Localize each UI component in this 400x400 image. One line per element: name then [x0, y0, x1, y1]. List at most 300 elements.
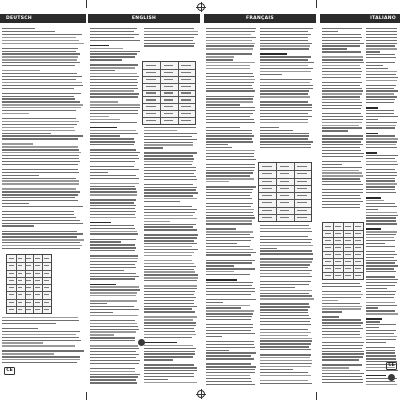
table-cell — [355, 268, 361, 269]
table-row-divider — [143, 76, 195, 77]
table-cell — [9, 265, 14, 266]
text-line — [322, 105, 362, 106]
text-line — [260, 144, 311, 145]
text-line — [2, 28, 35, 29]
language-header-text: FRANÇAIS — [246, 16, 274, 21]
table-cell — [345, 247, 351, 248]
text-line — [90, 331, 136, 332]
text-line — [90, 286, 139, 287]
table-cell — [18, 273, 23, 274]
text-line — [144, 179, 197, 180]
text-line — [322, 348, 362, 349]
ce-mark: CE — [386, 362, 397, 370]
text-line — [206, 240, 251, 241]
text-line — [366, 370, 398, 371]
text-line — [260, 287, 295, 288]
text-line — [2, 76, 82, 77]
text-line — [144, 45, 194, 46]
text-line — [90, 144, 134, 145]
text-line — [366, 85, 396, 86]
table-cell — [355, 275, 361, 276]
text-line — [322, 316, 339, 317]
text-line — [322, 303, 360, 304]
text-line — [144, 198, 197, 199]
text-line — [206, 381, 252, 382]
text-line — [366, 231, 397, 232]
text-line — [322, 345, 363, 346]
text-line — [260, 372, 308, 373]
text-line — [90, 337, 135, 338]
text-line — [2, 149, 79, 150]
text-line — [366, 254, 397, 255]
text-line — [144, 359, 173, 360]
text-line — [206, 178, 254, 179]
text-line — [90, 76, 139, 77]
text-line — [206, 341, 254, 342]
text-line — [144, 373, 194, 374]
text-line — [366, 246, 395, 247]
text-line — [206, 156, 254, 157]
text-line — [90, 53, 137, 54]
text-line — [90, 228, 135, 229]
text-line — [322, 147, 360, 148]
text-line — [2, 223, 83, 224]
text-line — [2, 323, 56, 324]
text-line — [260, 68, 313, 69]
text-line — [366, 336, 397, 337]
table-column-divider — [333, 223, 334, 279]
text-line — [206, 153, 254, 154]
table-cell — [262, 166, 272, 167]
text-line — [366, 93, 394, 94]
text-line — [2, 191, 80, 192]
text-line — [2, 158, 79, 159]
text-line — [90, 127, 117, 129]
text-line — [322, 322, 363, 323]
text-line — [2, 161, 80, 162]
text-line — [144, 237, 197, 238]
table-cell — [335, 247, 341, 248]
text-line — [206, 138, 252, 139]
text-line — [366, 327, 379, 328]
text-line — [144, 31, 198, 32]
text-line — [322, 331, 360, 332]
language-header — [0, 14, 86, 23]
text-line — [90, 348, 139, 349]
text-line — [144, 260, 192, 261]
text-line — [322, 93, 362, 94]
text-line — [144, 187, 197, 188]
text-line — [90, 34, 139, 35]
text-line — [2, 48, 78, 49]
text-line — [144, 130, 177, 131]
text-line — [366, 90, 398, 91]
text-line — [366, 285, 395, 286]
text-line — [322, 45, 360, 46]
text-line — [260, 53, 287, 55]
text-line — [322, 207, 360, 208]
text-line — [2, 43, 84, 44]
text-line — [366, 384, 397, 385]
text-line — [144, 127, 196, 128]
text-line — [322, 113, 361, 114]
table-column-divider — [160, 62, 161, 124]
text-line — [90, 376, 138, 377]
text-line — [366, 262, 395, 263]
text-line — [366, 215, 398, 216]
text-line — [2, 220, 80, 221]
crop-mark — [316, 0, 317, 8]
text-line — [206, 237, 254, 238]
text-line — [260, 270, 312, 271]
text-line — [90, 82, 138, 83]
text-line — [260, 332, 311, 333]
text-line — [90, 149, 136, 150]
text-line — [90, 261, 137, 262]
text-line — [2, 82, 82, 83]
text-line — [260, 110, 312, 111]
text-line — [90, 334, 114, 335]
text-line — [90, 354, 139, 355]
text-line — [144, 229, 197, 230]
text-line — [2, 353, 54, 354]
text-line — [90, 217, 136, 218]
text-line — [90, 158, 139, 159]
text-line — [144, 40, 193, 41]
table-cell — [9, 273, 14, 274]
text-line — [366, 310, 395, 311]
text-line — [322, 291, 361, 292]
text-line — [260, 96, 310, 97]
crop-mark — [86, 0, 87, 8]
text-line — [90, 178, 139, 179]
table-column-divider — [178, 62, 179, 124]
text-line — [2, 206, 83, 207]
text-line — [260, 93, 308, 94]
language-header — [88, 14, 200, 23]
text-line — [90, 40, 140, 41]
text-line — [260, 127, 279, 128]
table-row-divider — [143, 110, 195, 111]
text-line — [366, 141, 397, 142]
text-line — [260, 119, 308, 120]
crop-mark — [316, 392, 317, 400]
text-line — [366, 243, 385, 244]
table-row-divider — [7, 306, 51, 307]
text-line — [260, 312, 308, 313]
table-row-divider — [259, 207, 311, 208]
text-line — [2, 53, 80, 54]
text-line — [2, 337, 79, 338]
text-line — [206, 45, 254, 46]
registration-mark-icon — [197, 3, 205, 11]
text-line — [206, 333, 255, 334]
text-line — [322, 130, 348, 131]
text-line — [366, 223, 397, 224]
text-line — [2, 152, 81, 153]
text-line — [366, 45, 395, 46]
table-cell — [18, 287, 23, 288]
text-line — [322, 286, 362, 287]
text-line — [322, 48, 347, 49]
text-line — [260, 369, 293, 370]
text-line — [206, 203, 253, 204]
text-line — [322, 351, 364, 352]
table-cell — [297, 181, 307, 182]
text-line — [260, 315, 309, 316]
text-line — [206, 384, 255, 385]
text-line — [260, 284, 309, 285]
table-row-divider — [259, 214, 311, 215]
text-line — [90, 363, 139, 364]
text-line — [90, 130, 136, 131]
spec-table — [258, 162, 312, 222]
table-row-divider — [143, 103, 195, 104]
text-line — [260, 366, 311, 367]
text-line — [206, 48, 253, 49]
table-cell — [9, 309, 14, 310]
text-line — [144, 255, 192, 256]
text-line — [322, 311, 342, 312]
text-line — [322, 74, 361, 75]
text-line — [2, 317, 78, 318]
language-header-text: ENGLISH — [131, 16, 157, 21]
text-line — [144, 308, 192, 309]
table-cell — [164, 86, 174, 87]
table-cell — [181, 72, 191, 73]
table-cell — [325, 254, 331, 255]
text-line — [322, 161, 361, 162]
text-line — [260, 264, 310, 265]
table-row-divider — [7, 262, 51, 263]
text-line — [206, 40, 252, 41]
text-line — [206, 127, 240, 128]
text-line — [144, 351, 195, 352]
text-line — [260, 245, 313, 246]
text-line — [322, 359, 359, 360]
text-line — [322, 283, 360, 284]
text-line — [90, 295, 136, 296]
text-line — [90, 303, 107, 304]
text-line — [144, 176, 196, 177]
text-line — [206, 324, 253, 325]
text-line — [90, 85, 137, 86]
text-line — [322, 99, 360, 100]
text-line — [90, 250, 135, 251]
text-line — [366, 102, 394, 103]
text-line — [366, 74, 396, 75]
table-cell — [280, 188, 290, 189]
text-line — [144, 136, 192, 137]
text-line — [2, 70, 40, 71]
text-line — [90, 138, 134, 139]
table-row-divider — [7, 284, 51, 285]
table-cell — [355, 240, 361, 241]
text-line — [260, 375, 311, 376]
text-line — [322, 51, 361, 52]
text-line — [90, 188, 136, 189]
table-cell — [35, 273, 40, 274]
text-line — [144, 201, 180, 202]
body-text — [320, 26, 400, 386]
text-line — [206, 350, 229, 351]
text-line — [90, 320, 135, 321]
table-cell — [164, 92, 174, 93]
text-line — [322, 150, 361, 151]
text-line — [144, 337, 192, 338]
text-line — [144, 218, 197, 219]
text-line — [144, 170, 196, 171]
text-line — [90, 88, 138, 89]
text-line — [366, 37, 397, 38]
text-line — [260, 45, 310, 46]
text-line — [2, 110, 76, 111]
text-line — [366, 155, 398, 156]
text-line — [90, 133, 138, 134]
text-line — [2, 127, 74, 128]
text-line — [366, 110, 394, 111]
text-line — [206, 358, 254, 359]
text-line — [322, 28, 362, 29]
text-line — [260, 65, 308, 66]
text-line — [144, 271, 195, 272]
text-line — [366, 161, 397, 162]
table-cell — [146, 113, 156, 114]
table-cell — [297, 195, 307, 196]
text-line — [366, 125, 396, 126]
text-line — [366, 279, 398, 280]
text-line — [90, 141, 135, 142]
text-line — [2, 164, 78, 165]
text-line — [260, 43, 312, 44]
text-line — [322, 189, 363, 190]
text-line — [144, 252, 194, 253]
text-line — [206, 378, 251, 379]
text-line — [2, 113, 29, 114]
table-cell — [164, 65, 174, 66]
text-line — [206, 122, 255, 123]
text-line — [366, 288, 387, 289]
text-line — [366, 175, 397, 176]
table-cell — [35, 287, 40, 288]
text-line — [322, 356, 363, 357]
text-line — [144, 322, 196, 323]
text-line — [260, 40, 308, 41]
text-line — [206, 53, 252, 54]
text-line — [322, 82, 362, 83]
text-line — [206, 243, 237, 244]
text-line — [2, 356, 80, 357]
text-line — [206, 215, 254, 216]
table-cell — [26, 280, 31, 281]
text-line — [206, 62, 255, 63]
text-line — [206, 302, 223, 303]
text-line — [90, 175, 136, 176]
text-line — [366, 43, 397, 44]
text-line — [206, 212, 253, 213]
table-cell — [345, 240, 351, 241]
text-line — [366, 276, 395, 277]
text-line — [144, 288, 197, 289]
text-line — [366, 164, 398, 165]
table-column-divider — [294, 163, 295, 221]
text-line — [2, 183, 79, 184]
text-line — [90, 135, 120, 136]
table-cell — [26, 294, 31, 295]
text-line — [260, 85, 313, 86]
text-line — [2, 93, 81, 94]
text-line — [144, 285, 197, 286]
table-cell — [146, 79, 156, 80]
table-cell — [181, 113, 191, 114]
panel-english — [88, 14, 200, 386]
text-line — [322, 144, 363, 145]
text-line — [366, 189, 395, 190]
text-line — [90, 379, 136, 380]
text-line — [260, 90, 309, 91]
text-line — [206, 279, 237, 281]
text-line — [206, 294, 251, 295]
text-line — [90, 169, 139, 170]
table-cell — [262, 188, 272, 189]
text-line — [90, 119, 120, 120]
text-line — [90, 270, 124, 271]
table-cell — [280, 202, 290, 203]
text-line — [144, 34, 198, 35]
text-line — [366, 116, 398, 117]
text-line — [366, 237, 394, 238]
text-line — [322, 59, 363, 60]
text-line — [144, 353, 195, 354]
text-line — [206, 59, 233, 60]
table-row-divider — [259, 178, 311, 179]
text-line — [260, 306, 310, 307]
text-line — [90, 351, 136, 352]
text-line — [2, 40, 79, 41]
text-line — [90, 194, 137, 195]
text-line — [322, 56, 363, 57]
text-line — [366, 313, 398, 314]
text-line — [322, 373, 364, 374]
text-line — [206, 352, 256, 353]
text-line — [206, 110, 255, 111]
text-line — [260, 346, 309, 347]
text-line — [90, 264, 135, 265]
text-line — [322, 178, 360, 179]
text-line — [366, 257, 394, 258]
text-line — [2, 175, 39, 176]
text-line — [366, 220, 396, 221]
text-line — [90, 96, 138, 97]
text-line — [206, 268, 255, 269]
text-line — [260, 343, 311, 344]
text-line — [366, 212, 397, 213]
text-line — [90, 116, 109, 117]
text-line — [2, 342, 43, 343]
text-line — [260, 74, 282, 75]
text-line — [260, 107, 312, 108]
text-line — [366, 200, 384, 201]
text-line — [206, 104, 240, 105]
text-line — [322, 40, 360, 41]
text-line — [2, 130, 75, 131]
table-cell — [35, 294, 40, 295]
text-line — [144, 240, 194, 241]
text-line — [206, 37, 256, 38]
text-line — [90, 211, 136, 212]
text-line — [206, 172, 253, 173]
text-line — [144, 164, 192, 165]
